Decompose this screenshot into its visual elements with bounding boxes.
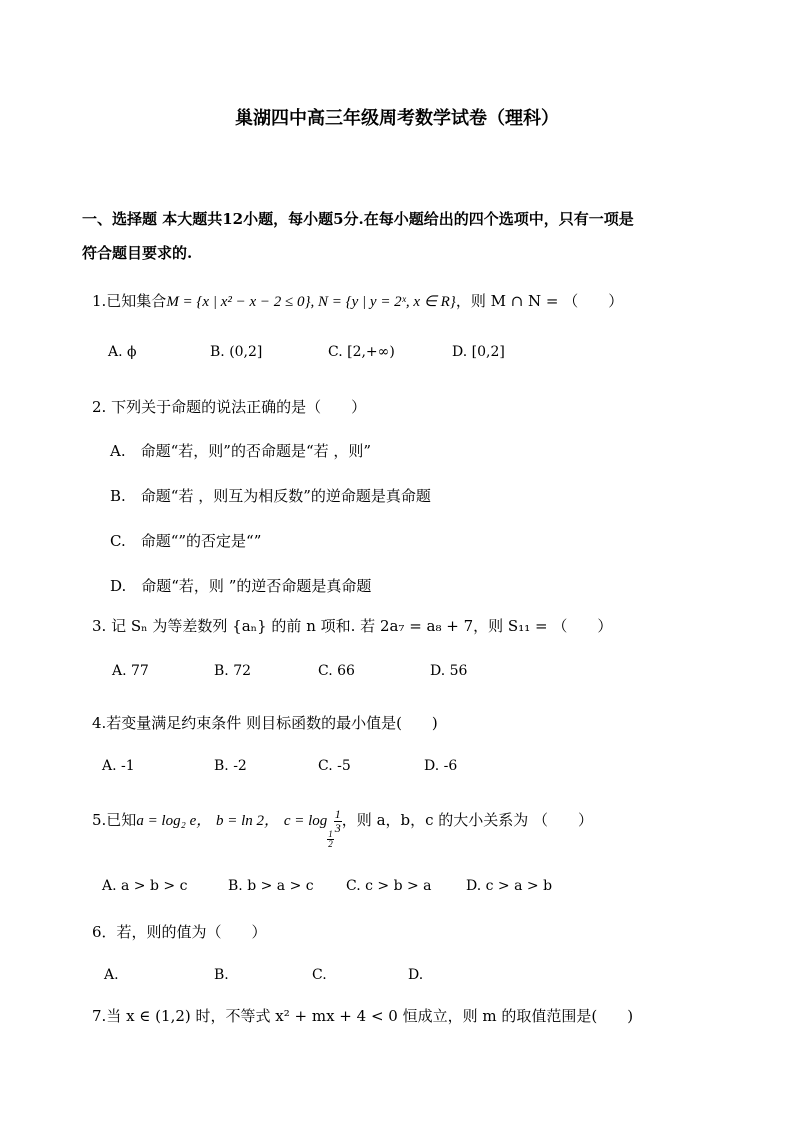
q2-option-c: C. 命题“”的否定是“” [110,532,262,550]
question-6: 6．若，则的值为（ ） [92,923,267,941]
q1-prefix: 1.已知集合 [92,292,167,310]
question-4: 4.若变量满足约束条件 则目标函数的最小值是( ) [92,714,438,732]
q5-prefix: 5.已知 [92,810,137,829]
q5-c-base-den: 2 [328,838,333,849]
q4-option-c: C. -5 [318,758,351,774]
q5-c-log: c = log [283,812,328,829]
q5-b-expr: b = ln 2， [216,812,280,829]
q1-option-c: C. [2,+∞) [328,344,395,360]
q5-option-d: D. c > a > b [466,878,553,894]
q5-c-arg-num: 1 [334,807,341,821]
q5-c-arg [334,808,342,835]
q1-set-n: , N = {y | y = 2ˣ, x ∈ R} [310,294,456,310]
q3-option-b: B. 72 [214,663,252,679]
q4-option-d: D. -6 [424,758,458,774]
q2-option-d: D. 命题“若，则 ”的逆否命题是真命题 [110,577,372,595]
q5-c-arg-den: 3 [334,821,341,835]
q1-suffix: ，则 M ∩ N = （ ） [455,292,624,310]
q5-suffix: ，则 a，b，c 的大小关系为 （ ） [341,810,594,829]
question-1 [92,290,623,311]
q4-option-a: A. -1 [102,758,135,774]
q2-option-b: B. 命题“若 ，则互为相反数”的逆命题是真命题 [110,487,431,505]
q3-option-a: A. 77 [112,663,149,679]
q6-option-a: A. [104,967,119,983]
q3-option-c: C. 66 [318,663,355,679]
q3-option-d: D. 56 [430,663,468,679]
q5-option-a: A. a > b > c [102,878,188,894]
q1-option-b: B. (0,2] [210,344,263,360]
section-heading-cont: 符合题目要求的. [82,244,193,262]
page-title: 巢湖四中高三年级周考数学试卷（理科） [235,108,559,129]
q5-option-b: B. b > a > c [228,878,314,894]
q5-c-expr [283,807,342,849]
question-3: 3. 记 Sₙ 为等差数列 {aₙ} 的前 n 项和. 若 2a₇ = a₈ + 7，则 S₁₁ = （ ） [92,617,613,635]
q4-option-b: B. -2 [214,758,247,774]
q2-option-a: A. 命题“若，则”的否命题是“若 ，则” [110,442,372,460]
q6-option-b: B. [214,967,229,983]
section-heading: 一、选择题 本大题共12小题，每小题5分.在每小题给出的四个选项中，只有一项是 [82,210,634,228]
q5-option-c: C. c > b > a [346,878,432,894]
q1-option-d: D. [0,2] [452,344,505,360]
q1-option-a: A. ϕ [108,344,137,360]
q5-c-base-num: 1 [328,828,333,839]
q6-option-c: C. [312,967,327,983]
question-2: 2. 下列关于命题的说法正确的是（ ） [92,398,367,416]
q1-set-m: M = {x | x² − x − 2 ≤ 0} [166,294,311,310]
question-5 [92,808,593,849]
q6-option-d: D. [408,967,424,983]
q5-a-expr: a = log₂ e， [136,812,212,829]
question-7: 7.当 x ∈ (1,2) 时，不等式 x² + mx + 4 < 0 恒成立，则 m 的取值范围是( ) [92,1007,634,1025]
